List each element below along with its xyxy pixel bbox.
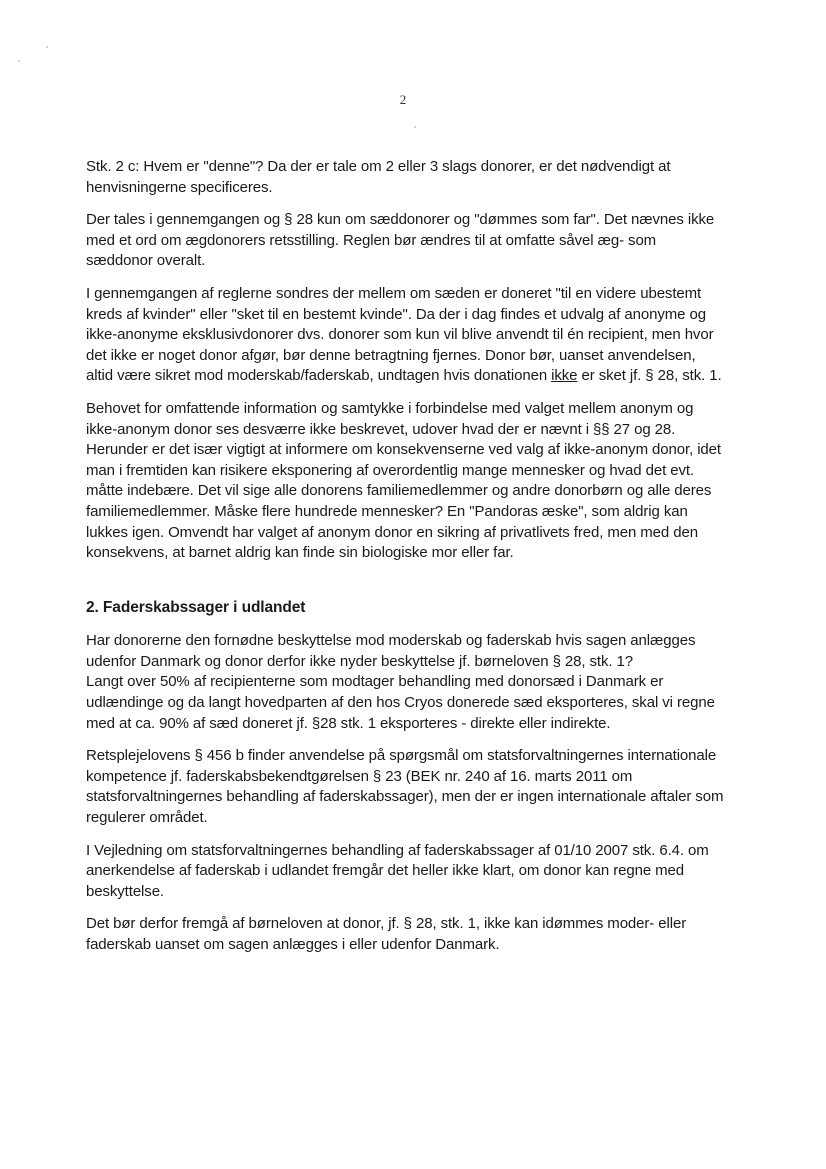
page-number: 2 bbox=[399, 92, 407, 107]
document-body bbox=[86, 157, 726, 968]
paragraph-saeddonorer: Der tales i gennemgangen og § 28 kun om sæddonorer og "dømmes som far". Det nævnes ikke med et ord om ægdonorers retsstilling. Reglen bør ændres til at omfatte såvel æg- som sæddonor overalt. bbox=[86, 211, 715, 270]
paragraph-retsplejeloven: Retsplejelovens § 456 b finder anvendelse på spørgsmål om statsforvaltningernes internationale kompetence jf. faderskabsbekendtgørelsen § 23 (BEK nr. 240 af 16. marts 2011 om statsforvaltningernes behandling af faderskabssager), men der er ingen internationale aftaler som regulerer området. bbox=[86, 747, 724, 827]
underlined-word: ikke bbox=[551, 367, 578, 385]
paragraph-conclusion: Det bør derfor fremgå af børneloven at donor, jf. § 28, stk. 1, ikke kan idømmes moder- eller faderskab uanset om sagen anlægges i eller udenfor Danmark. bbox=[86, 915, 687, 953]
scan-speck bbox=[414, 126, 416, 128]
paragraph-recipienter: Langt over 50% af recipienterne som modtager behandling med donorsæd i Danmark er udlændinge og da langt hovedparten af den hos Cryos donerede sæd eksporteres, skal vi regne med at ca. 90% af sæd doneret jf. §28 stk. 1 eksporteres - direkte eller indirekte. bbox=[86, 673, 715, 732]
paragraph-stk-2c: Stk. 2 c: Hvem er "denne"? Da der er tale om 2 eller 3 slags donorer, er det nødvendigt at henvisningerne specificeres. bbox=[86, 158, 671, 196]
paragraph-sondring-end: er sket jf. § 28, stk. 1. bbox=[577, 367, 722, 385]
scan-speck bbox=[46, 46, 48, 48]
paragraph-sondring-text: I gennemgangen af reglerne sondres der mellem om sæden er doneret "til en videre ubestemt kreds af kvinder" eller "sket til en bestemt kvinde". Da der i dag findes et udvalg af anonyme og ikke-anonyme eksklusivdonorer dvs. donorer som kun vil blive anvendt til én recipient, men hvor det ikke er noget donor afgør, bør denne betragtning fjernes. Donor bør, uanset anvendelsen, altid være sikret mod moderskab/faderskab, undtagen hvis donationen bbox=[86, 284, 714, 385]
paragraph-beskyttelse-question: Har donorerne den fornødne beskyttelse mod moderskab og faderskab hvis sagen anlægges udenfor Danmark og donor derfor ikke nyder beskyttelse jf. børneloven § 28, stk. 1? bbox=[86, 632, 696, 670]
scan-speck bbox=[18, 60, 20, 62]
paragraph-information-samtykke: Behovet for omfattende information og samtykke i forbindelse med valget mellem anonym og ikke-anonym donor ses desværre ikke beskrevet, udover hvad der er nævnt i §§ 27 og 28. Herunder er det især vigtigt at informere om konsekvenserne ved valg af ikke-anonym donor, idet man i fremtiden kan risikere eksponering af overordentlig mange mennesker og hvad det evt. måtte indebære. Det vil sige alle donorens familiemedlemmer og andre donorbørn og alle deres familiemedlemmer. Måske flere hundrede mennesker? En "Pandoras æske", som aldrig kan lukkes igen. Omvendt har valget af anonym donor en sikring af privatlivets fred, men med den konsekvens, at barnet aldrig kan finde sin biologiske mor eller far. bbox=[86, 399, 721, 562]
section-heading: 2. Faderskabssager i udlandet bbox=[86, 598, 306, 616]
paragraph-vejledning: I Vejledning om statsforvaltningernes behandling af faderskabssager af 01/10 2007 stk. 6.4. om anerkendelse af faderskab i udlandet fremgår det heller ikke klart, om donor kan regne med beskyttelse. bbox=[86, 841, 709, 900]
paragraph-sondring bbox=[86, 284, 726, 387]
